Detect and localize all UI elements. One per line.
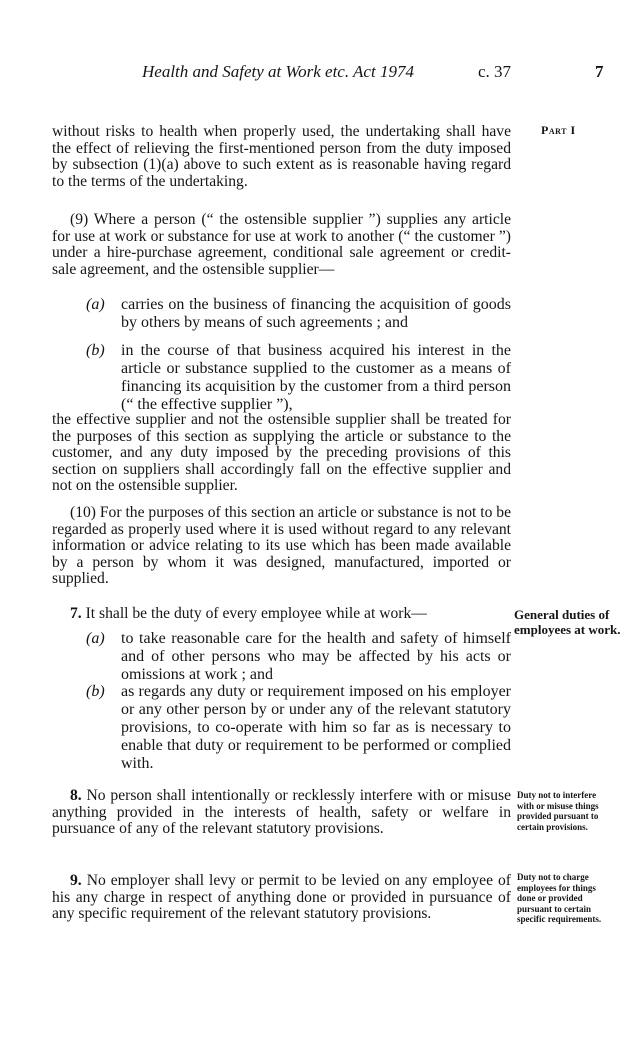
paragraph-text: without risks to health when properly used, the undertaking shall have the effect of relieving the first-mentioned person from the duty imposed by subsection (1)(a) above to such extent as is reasonable having regard to the terms of the undertaking. <box>52 123 511 190</box>
running-header-title: Health and Safety at Work etc. Act 1974 <box>142 62 414 81</box>
item-text: carries on the business of financing the acquisition of goods by others by means of such agreements ; and <box>121 296 511 331</box>
page-number: 7 <box>595 62 604 81</box>
subsection-9 <box>52 212 511 278</box>
paragraph-continuation <box>52 124 511 190</box>
section-7 <box>52 606 511 623</box>
margin-note-section-9: Duty not to charge employees for things done or provided pursuant to certain specific requirements. <box>517 872 602 924</box>
margin-note-section-8: Duty not to interfere with or misuse things provided pursuant to certain provisions. <box>517 790 599 832</box>
item-text: in the course of that business acquired his interest in the article or substance supplied to the customer as a means of financing its acquisition by the customer from a third person (“ the effective supplier ”), <box>121 342 511 413</box>
running-header-chapter: c. 37 <box>478 62 512 81</box>
section-8-text: No person shall intentionally or recklessly interfere with or misuse anything provided in the interests of health, safety or welfare in pursuance of any of the relevant statutory provisions. <box>52 787 511 838</box>
subsection-9-text: (9) Where a person (“ the ostensible supplier ”) supplies any article for use at work or substance for use at work to another (“ the customer ”) under a hire-purchase agreement, conditional sale agreement or credit-sale agreement, and the ostensible supplier— <box>52 211 511 278</box>
section-number: 9. <box>70 872 82 889</box>
subsection-10 <box>52 505 511 588</box>
section-9 <box>52 873 511 923</box>
section-7-item-b <box>86 683 511 773</box>
item-text: to take reasonable care for the health and safety of himself and of other persons who may be affected by his acts or omissions at work ; and <box>121 630 511 683</box>
item-label: (a) <box>86 630 105 647</box>
section-number: 8. <box>70 787 82 804</box>
subsection-9-item-a <box>86 296 511 332</box>
subsection-10-text: (10) For the purposes of this section an article or substance is not to be regarded as properly used where it is used without regard to any relevant information or advice relating to its use which has been made available by a person by whom it was designed, manufactured, imported or supplied. <box>52 504 511 588</box>
subsection-9-item-b <box>86 342 511 414</box>
section-8 <box>52 788 511 838</box>
subsection-9-conclusion-text: the effective supplier and not the ostensible supplier shall be treated for the purposes of this section as supplying the article or substance to the customer, and any duty imposed by the preceding provisions of this section on suppliers shall accordingly fall on the effective supplier and not on the ostensible supplier. <box>52 411 511 495</box>
item-label: (a) <box>86 296 105 313</box>
item-label: (b) <box>86 683 105 700</box>
section-number: 7. <box>70 605 82 622</box>
section-7-item-a <box>86 630 511 684</box>
item-text: as regards any duty or requirement imposed on his employer or any other person by or under any of the relevant statutory provisions, to co-operate with him so far as is necessary to enable that duty or requirement to be performed or complied with. <box>121 683 511 772</box>
margin-note-section-7: General duties of employees at work. <box>514 607 621 637</box>
section-9-text: No employer shall levy or permit to be levied on any employee of his any charge in respect of anything done or provided in pursuance of any specific requirement of the relevant statutory provisions. <box>52 872 511 923</box>
item-label: (b) <box>86 342 105 359</box>
margin-note-part: Part I <box>541 123 576 137</box>
subsection-9-conclusion <box>52 412 511 495</box>
section-7-intro: It shall be the duty of every employee while at work— <box>85 605 427 622</box>
